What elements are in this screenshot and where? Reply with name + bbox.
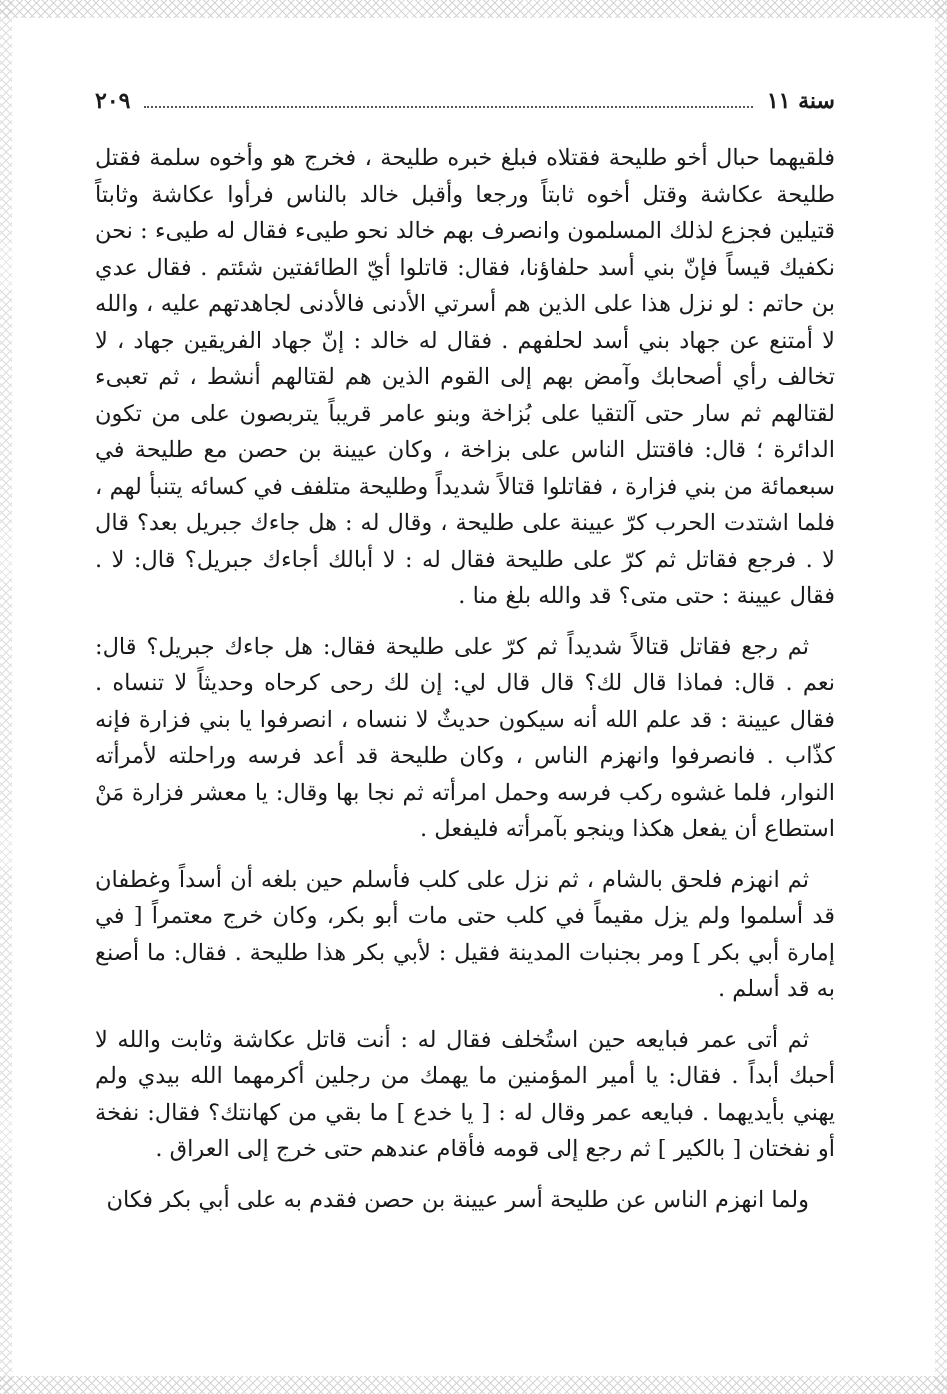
page-number: ٢٠٩	[95, 88, 131, 114]
paragraph: ولما انهزم الناس عن طليحة أسر عيينة بن حصن فقدم به على أبي بكر فكان	[106, 1186, 809, 1213]
decorative-border-bottom	[0, 1376, 947, 1394]
paragraph: ثم انهزم فلحق بالشام ، ثم نزل على كلب فأسلم حين بلغه أن أسداً وغطفان قد أسلموا ولم يزل مقيماً في كلب حتى مات أبو بكر، وكان خرج معتمراً [ في إمارة أبي بكر ] ومر بجنبات المدينة فقيل : لأبي بكر هذا طليحة . فقال: ما أصنع به قد أسلم .	[95, 866, 835, 1002]
paragraph: ثم رجع فقاتل قتالاً شديداً ثم كرّ على طليحة فقال: هل جاءك جبريل؟ قال: نعم . قال: فماذا قال لك؟ قال قال لي: إن لك رحى كرحاه وحديثاً لا تنساه . فقال عيينة : قد علم الله أنه سيكون حديثٌ لا ننساه ، انصرفوا يا بني فزارة فإنه كذّاب . فانصرفوا وانهزم الناس ، وكان طليحة قد أعد فرسه وراحلته لأمرأته النوار، فلما غشوه ركب فرسه وحمل امرأته ثم نجا بها وقال: يا معشر فزارة مَنْ استطاع أن يفعل هكذا وينجو بآمرأته فليفعل .	[95, 633, 835, 842]
decorative-border-left	[0, 0, 12, 1394]
paragraph: ثم أتى عمر فبايعه حين استُخلف فقال له : أنت قاتل عكاشة وثابت والله لا أحبك أبداً . فقال: يا أمير المؤمنين ما يهمك من رجلين أكرمهما الله بيدي ولم يهني بأيديهما . فبايعه عمر وقال له : [ يا خدع ] ما بقي من كهانتك؟ فقال: نفخة أو نفختان [ بالكير ] ثم رجع إلى قومه فأقام عندهم حتى خرج إلى العراق .	[95, 1026, 835, 1162]
page-header	[95, 86, 835, 116]
header-dotted-leader	[144, 106, 752, 108]
paragraph: فلقيهما حبال أخو طليحة فقتلاه فبلغ خبره طليحة ، فخرج هو وأخوه سلمة فقتل طليحة عكاشة وقتل أخوه ثابتاً ورجعا وأقبل خالد بالناس فرأوا عكاشة وثابتاً قتيلين فجزع لذلك المسلمون وانصرف بهم خالد نحو طيىء فقال له طيىء : نحن نكفيك قيساً فإنّ بني أسد حلفاؤنا، فقال: قاتلوا أيّ الطائفتين شئتم . فقال عدي بن حاتم : لو نزل هذا على الذين هم أسرتي الأدنى فالأدنى لجاهدتهم عليه ، والله لا أمتنع عن جهاد بني أسد لحلفهم . فقال له خالد : إنّ جهاد الفريقين جهاد ، لا تخالف رأي أصحابك وآمض بهم إلى القوم الذين هم لقتالهم أنشط ، ثم تعبىء لقتالهم ثم سار حتى آلتقيا على بُزاخة وبنو عامر قريباً يتربصون على من تكون الدائرة ؛ قال: فاقتتل الناس على بزاخة ، وكان عيينة بن حصن مع طليحة في سبعمائة من بني فزارة ، فقاتلوا قتالاً شديداً وطليحة متلفف في كسائه يتنبأ لهم ، فلما اشتدت الحرب كرّ عيينة على طليحة ، وقال له : هل جاءك جبريل بعد؟ قال لا . فرجع فقاتل ثم كرّ على طليحة فقال له : لا أبالك أجاءك جبريل؟ قال: لا . فقال عيينة : حتى متى؟ قد والله بلغ منا .	[95, 145, 835, 609]
running-head-year: سنة ١١	[766, 88, 835, 114]
decorative-border-right	[935, 0, 947, 1394]
body-text	[95, 140, 835, 1232]
decorative-border-top	[0, 0, 947, 18]
